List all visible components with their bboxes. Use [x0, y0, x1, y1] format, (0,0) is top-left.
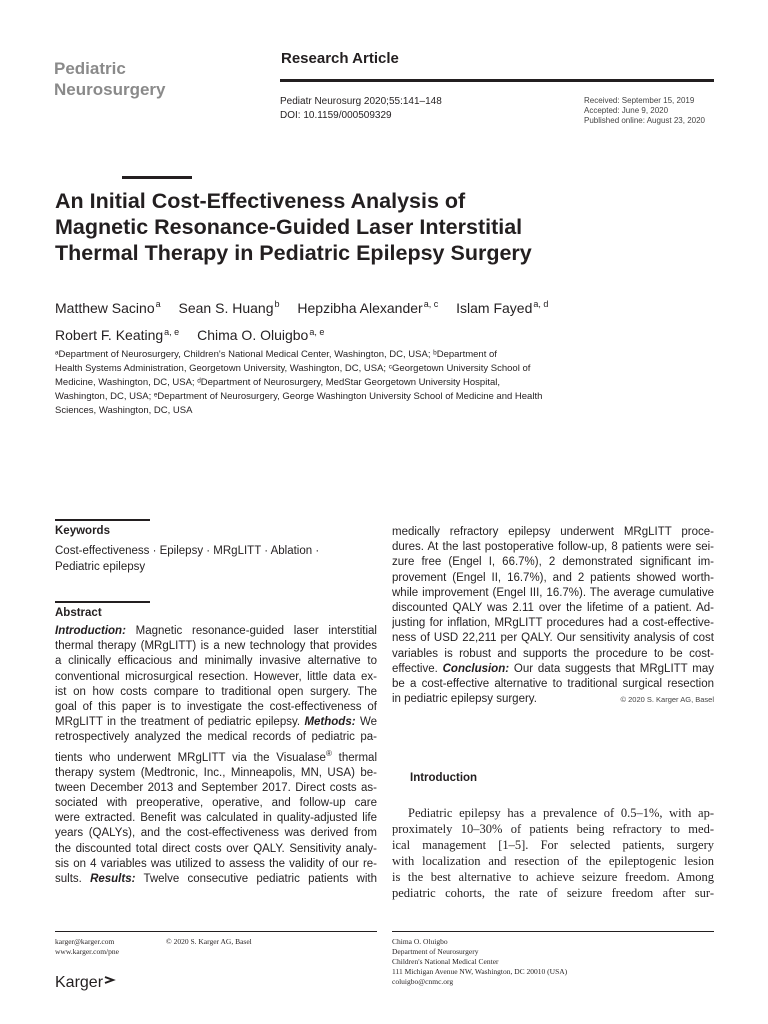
abstract-line: variables is robust and supports the procedure to be cost- [392, 647, 714, 660]
abstract-line: while improvement (Engel III, 16.7%). The average cumulative [392, 586, 714, 599]
correspondence-line: Chima O. Oluigbo [392, 937, 448, 946]
affiliation-line: ᵃDepartment of Neurosurgery, Children's National Medical Center, Washington, DC, USA; ᵇDepartment of [55, 349, 497, 360]
accepted-date: Accepted: June 9, 2020 [584, 106, 669, 115]
logo-wordmark: Karger [55, 974, 104, 991]
abstract-line: sults. Results: Twelve consecutive pediatric patients with [55, 873, 377, 886]
karger-logo [55, 968, 119, 994]
abstract-line: ist on how costs compare to traditional open surgery. The [55, 685, 377, 698]
abstract-line: effective. Conclusion: Our data suggests that MRgLITT may [392, 662, 714, 675]
abstract-line: justing for inflation, MRgLITT procedures had a cost-effective- [392, 617, 714, 630]
author: Islam Fayed$^{a, d}$ [456, 299, 549, 316]
journal-name-line1: Pediatric [54, 59, 126, 78]
abstract-line: the discounted total direct costs over QALY. Sensitivity analy- [55, 842, 377, 855]
keywords-rule [55, 519, 150, 521]
author: Robert F. Keating$^{a, e}$ [55, 326, 180, 344]
title-line: An Initial Cost-Effectiveness Analysis of [55, 189, 466, 213]
abstract-line: zure free (Engel I, 66.7%), 2 demonstrated significant im- [392, 556, 714, 569]
keywords-line: Pediatric epilepsy [55, 561, 146, 573]
abstract-heading: Abstract [55, 607, 102, 619]
keywords-list [55, 543, 319, 575]
correspondence-line: Children's National Medical Center [392, 957, 499, 966]
author: Chima O. Oluigbo$^{a, e}$ [197, 326, 325, 344]
abstract-line: discounted QALY was 2.11 over the lifetime of a patient. Ad- [392, 602, 714, 615]
abstract-line: in pediatric epilepsy surgery. © 2020 S. Karger AG, Basel [392, 692, 714, 707]
correspondence-email[interactable]: coluigbo@cnmc.org [392, 977, 454, 986]
abstract-line: MRgLITT in the treatment of pediatric epilepsy. Methods: We [55, 716, 377, 729]
abstract-line: a clinically efficacious and minimally invasive alternative to [55, 655, 377, 668]
abstract-line: tween December 2013 and September 2017. Direct costs as- [55, 781, 377, 794]
correspondence-line: 111 Michigan Avenue NW, Washington, DC 20010 (USA) [392, 967, 568, 976]
body-line: ical management [1–5]. For selected patients, surgery [392, 838, 714, 852]
abstract-line: medically refractory epilepsy underwent MRgLITT proce- [392, 526, 714, 538]
introduction-heading: Introduction [410, 772, 478, 784]
publisher-contact [55, 937, 119, 957]
body-line: proximately 10–30% of patients being refractory to med- [392, 822, 714, 836]
abstract-rule [55, 601, 150, 603]
abstract-line: goal of this paper is to investigate the cost-effectiveness of [55, 701, 377, 714]
keywords-line: Cost-effectiveness · Epilepsy · MRgLITT · Ablation · [55, 545, 320, 557]
abstract-line: provement (Engel II, 16.7%), and 2 patients showed worth- [392, 571, 714, 584]
conclusion-label: Conclusion: [442, 662, 510, 675]
abstract-line: therapy system (Medtronic, Inc., Minneapolis, MN, USA) be- [55, 766, 377, 779]
affiliation-line: Sciences, Washington, DC, USA [55, 405, 193, 416]
author: Hepzibha Alexander$^{a, c}$ [297, 299, 439, 316]
abstract-line: thermal therapy (MRgLITT) is a new technology that provides [55, 640, 377, 653]
journal-name [54, 58, 224, 100]
affiliation-line: Washington, DC, USA; ᵉDepartment of Neurosurgery, George Washington University School of Medicine and Health [55, 391, 543, 402]
body-line: pediatric cohorts, the rate of seizure freedom after sur- [392, 886, 714, 900]
title-line: Thermal Therapy in Pediatric Epilepsy Surgery [55, 241, 532, 265]
abstract-line: sis on 4 variables was utilized to assess the validity of our re- [55, 857, 377, 870]
citation-block [280, 95, 442, 123]
abstract-right-column [392, 525, 714, 707]
author: Matthew Sacino$^a$ [55, 299, 161, 316]
affiliation-line: Medicine, Washington, DC, USA; ᵈDepartment of Neurosurgery, MedStar Georgetown University Hospital, [55, 377, 500, 388]
keywords-heading: Keywords [55, 525, 110, 537]
abstract-line: ness of USD 22,211 per QALY. Our sensitivity analysis of cost [392, 632, 714, 645]
abstract-line: conventional microsurgical resection. However, little data ex- [55, 670, 377, 683]
header-rule [280, 79, 714, 82]
doi: DOI: 10.1159/000509329 [280, 110, 392, 121]
abstract-line: be a cost-effective alternative to traditional surgical resection [392, 678, 714, 691]
published-date: Published online: August 23, 2020 [584, 116, 705, 125]
article-type: Research Article [281, 50, 399, 67]
introduction-label: Introduction: [55, 625, 126, 637]
footer-rule-right [392, 931, 714, 932]
article-title [55, 188, 615, 266]
author: Sean S. Huang$^b$ [178, 299, 280, 316]
received-date: Received: September 15, 2019 [584, 96, 695, 105]
footer-copyright: © 2020 S. Karger AG, Basel [166, 937, 252, 946]
correspondence-line: Department of Neurosurgery [392, 947, 479, 956]
body-line: Pediatric epilepsy has a prevalence of 0.5–1%, with ap- [408, 806, 714, 820]
body-line: is the best alternative to achieve seizure freedom. Among [392, 870, 714, 884]
affiliation-line: Health Systems Administration, Georgetown University, Washington, DC, USA; ᶜGeorgetown University School of [55, 363, 531, 374]
affiliations [55, 348, 615, 418]
abstract-line: retrospectively analyzed the medical records of pediatric pa- [55, 731, 377, 744]
footer-rule-left [55, 931, 377, 932]
dates-block [584, 96, 705, 126]
publisher-email[interactable]: karger@karger.com [55, 937, 115, 946]
abstract-line: were extracted. Benefit was calculated in quality-adjusted life [55, 812, 377, 825]
results-label: Results: [90, 873, 136, 886]
abstract-line: sociated with preoperative, operative, and follow-up care [55, 797, 377, 810]
correspondence-block [392, 937, 567, 987]
abstract-left-column [55, 624, 377, 887]
methods-label: Methods: [304, 716, 356, 729]
introduction-body [392, 805, 714, 901]
body-line: with localization and resection of the epileptogenic lesion [392, 854, 714, 868]
title-rule [122, 176, 192, 179]
publisher-web[interactable]: www.karger.com/pne [55, 947, 119, 956]
abstract-line: dures. At the last postoperative follow-up, 8 patients were sei- [392, 541, 714, 554]
journal-name-line2: Neurosurgery [54, 80, 166, 99]
abstract-line: tients who underwent MRgLITT via the Visualase® thermal [55, 748, 377, 764]
author-list [55, 292, 675, 347]
abstract-copyright: © 2020 S. Karger AG, Basel [620, 695, 714, 705]
abstract-line: Introduction: Magnetic resonance-guided laser interstitial [55, 625, 377, 637]
citation: Pediatr Neurosurg 2020;55:141–148 [280, 96, 442, 107]
abstract-line: years (QALYs), and the cost-effectiveness was derived from [55, 827, 377, 840]
title-line: Magnetic Resonance-Guided Laser Interstitial [55, 215, 523, 239]
